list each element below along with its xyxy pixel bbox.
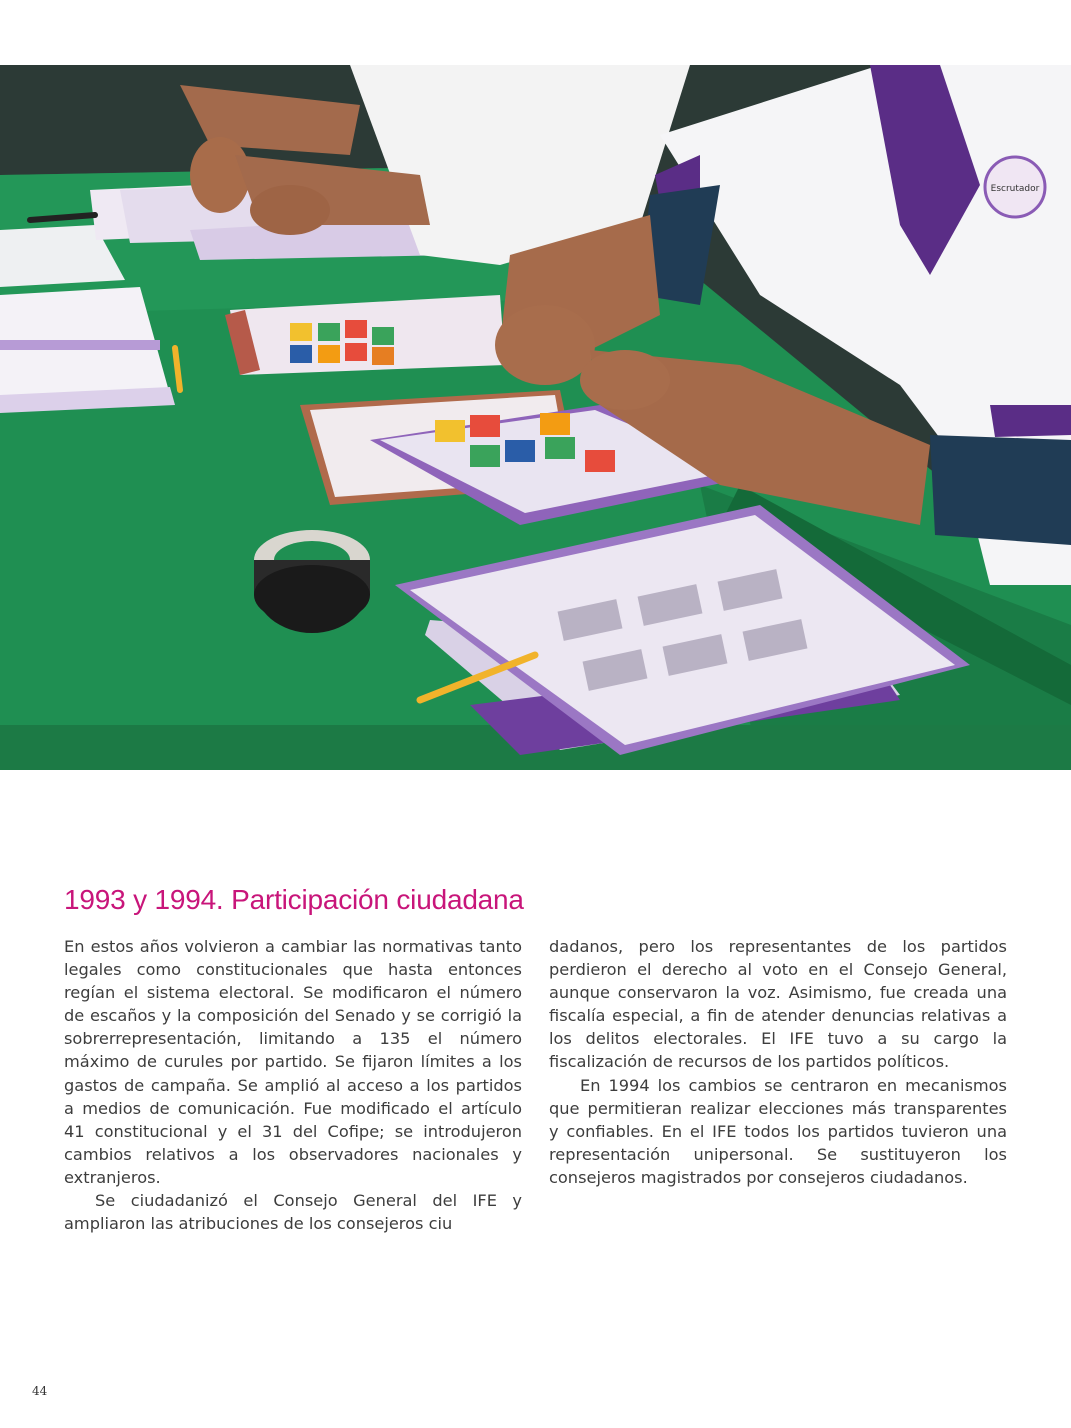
paragraph: En estos años volvieron a cambiar las normativas tanto legales como constitucionales que hasta entonces regían el sistema electoral. Se modificaron el número de escaños y la composición del Senado y se corrigió la sobrerrepresentación, limitando a 135 el número máximo de curules por partido. Se fijaron límites a los gastos de campaña. Se amplió al acceso a los partidos a medios de comunicación. Fue modificado el artículo 41 constitucional y el 31 del Cofipe; se introdujeron cambios relativos a los observadores nacionales y extranjeros.	[64, 937, 522, 1187]
page-number: 44	[32, 1384, 48, 1398]
badge-label: Escrutador	[990, 184, 1040, 194]
paragraph: dadanos, pero los representantes de los partidos perdieron el derecho al voto en el Consejo General, aunque conservaron la voz. Asimismo, fue creada una fiscalía especial, a fin de atender denuncias relativas a los delitos electorales. El IFE tuvo a su cargo la fiscalización de recursos de los partidos políticos.	[549, 937, 1007, 1072]
vote-counting-photo	[0, 65, 1071, 770]
text-column-left	[64, 935, 522, 1235]
paragraph: En 1994 los cambios se centraron en mecanismos que permitieran realizar elecciones más transparentes y confiables. En el IFE todos los partidos tuvieron una representación unipersonal. Se sustituyeron los consejeros magistrados por consejeros ciudadanos.	[549, 1075, 1007, 1187]
text-column-right	[549, 935, 1007, 1189]
section-heading: 1993 y 1994. Participación ciudadana	[64, 884, 524, 915]
paragraph: Se ciudadanizó el Consejo General del IFE y ampliaron las atribuciones de los consejeros ciu	[64, 1191, 522, 1234]
